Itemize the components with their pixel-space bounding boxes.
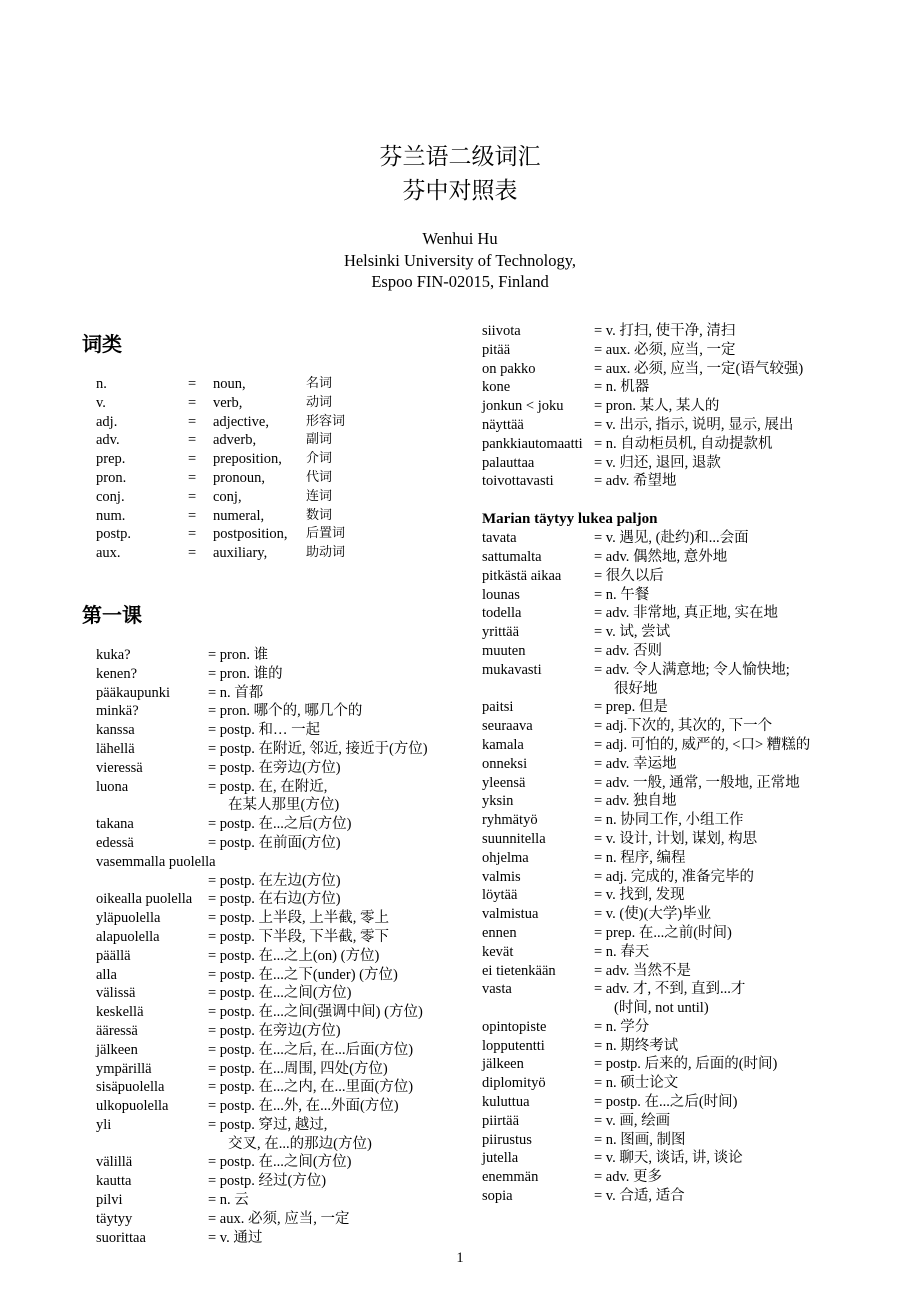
vocab-word: diplomityö [482,1075,546,1092]
pos-english: postposition, [213,526,288,543]
vocab-word: edessä [96,834,134,851]
vocab-entry [482,1149,862,1168]
vocab-word: lopputentti [482,1037,545,1054]
vocab-word: suunnitella [482,830,546,847]
pos-eq: = [188,488,197,505]
pos-row [96,488,462,507]
vocab-definition: = postp. 在...之下(under) (方位) [208,966,398,983]
vocab-word: yleensä [482,774,526,791]
vocab-entry [482,360,862,379]
pos-row [96,469,462,488]
vocab-definition: = n. 春天 [594,943,650,960]
pos-chinese: 数词 [306,507,333,523]
vocab-entry [96,665,462,684]
vocab-definition: = postp. 在旁边(方位) [208,759,341,776]
vocab-word-spacer [482,680,594,699]
pos-eq: = [188,451,197,468]
vocab-definition: = postp. 在...之内, 在...里面(方位) [208,1079,414,1096]
vocab-definition: = aux. 必须, 应当, 一定(语气较强) [594,360,804,377]
vocab-entry [482,886,862,905]
vocab-definition: 很好地 [614,680,658,697]
vocab-definition: = postp. 经过(方位) [208,1173,327,1190]
vocab-entry [96,702,462,721]
vocab-definition: = aux. 必须, 应当, 一定 [208,1210,350,1227]
vocab-word: sattumalta [482,548,542,565]
vocab-entry [482,905,862,924]
vocab-entry [96,778,462,797]
vocab-entry [96,1041,462,1060]
pos-english: pronoun, [213,469,265,486]
vocab-definition: 在某人那里(方位) [228,797,340,814]
vocab-definition: = n. 协同工作, 小组工作 [594,812,744,829]
vocab-word: onneksi [482,755,528,772]
pos-table [96,375,462,563]
pos-eq: = [188,413,197,430]
vocab-word: välissä [96,985,136,1002]
vocab-word: vieressä [96,759,143,776]
vocab-definition: = adv. 一般, 通常, 一般地, 正常地 [594,774,800,791]
vocab-definition: = v. 通过 [208,1229,263,1246]
vocab-entry [482,548,862,567]
vocab-word: valmis [482,868,521,885]
vocab-entry [482,962,862,981]
vocab-entry [482,924,862,943]
vocab-entry [482,792,862,811]
pos-abbr: v. [96,394,106,411]
vocab-word: ulkopuolella [96,1098,169,1115]
pos-row [96,544,462,563]
vocab-entry [96,1210,462,1229]
vocab-word: välillä [96,1154,133,1171]
vocab-definition: = adv. 否则 [594,642,663,659]
vocab-word-spacer [482,999,594,1018]
vocab-word: näyttää [482,416,524,433]
vocab-definition: = prep. 但是 [594,699,668,716]
vocab-word-spacer [96,796,208,815]
vocab-word: ei tietenkään [482,962,556,979]
vocab-definition: = v. 合适, 适合 [594,1188,685,1205]
vocab-word: pilvi [96,1192,123,1209]
vocab-definition: = postp. 在附近, 邻近, 接近于(方位) [208,740,428,757]
title-line-1: 芬兰语二级词汇 [379,144,541,169]
vocab-entry [482,567,862,586]
pos-abbr: conj. [96,488,125,505]
vocab-definition: = postp. 在旁边(方位) [208,1022,341,1039]
vocab-word: vasta [482,981,512,998]
vocab-word: kamala [482,736,524,753]
pos-english: adjective, [213,413,269,430]
vocab-definition: = v. (使)(大学)毕业 [594,906,712,923]
vocab-entry [96,1116,462,1135]
vocab-entry [482,1131,862,1150]
vocab-definition: = postp. 在...之间(方位) [208,985,352,1002]
vocab-definition: = postp. 和… 一起 [208,722,321,739]
vocab-entry [96,1003,462,1022]
vocab-word: yli [96,1116,112,1133]
vocab-definition: = postp. 在...之间(方位) [208,1154,352,1171]
pos-english: adverb, [213,432,257,449]
vocab-word: lähellä [96,740,135,757]
vocab-definition: = n. 硕士论文 [594,1075,679,1092]
vocab-entry [96,1097,462,1116]
vocab-definition: = postp. 在...之上(on) (方位) [208,947,380,964]
pos-eq: = [188,545,197,562]
vocab-word: alla [96,966,117,983]
vocab-definition: = v. 试, 尝试 [594,624,671,641]
vocab-entry [482,416,862,435]
vocab-word-spacer [96,1135,208,1154]
vocab-definition: = postp. 在...外, 在...外面(方位) [208,1098,399,1115]
vocab-definition: = 很久以后 [594,567,664,584]
vocab-entry [482,943,862,962]
vocab-entry [96,721,462,740]
vocab-definition: = n. 学分 [594,1018,650,1035]
pos-row [96,525,462,544]
vocab-continuation [482,999,862,1018]
vocab-definition: = adj.下次的, 其次的, 下一个 [594,718,773,735]
vocab-definition: = v. 设计, 计划, 谋划, 构思 [594,830,758,847]
vocab-word: kautta [96,1173,132,1190]
vocab-entry [96,759,462,778]
vocab-continuation [482,680,862,699]
vocab-definition: = n. 期终考试 [594,1037,679,1054]
vocab-word: yksin [482,793,514,810]
vocab-continuation [96,796,462,815]
vocab-entry [482,1093,862,1112]
pos-chinese: 副词 [306,432,333,448]
vocab-definition: = v. 出示, 指示, 说明, 显示, 展出 [594,416,794,433]
vocab-word: keskellä [96,1004,144,1021]
vocab-word: valmistua [482,906,539,923]
pos-eq: = [188,507,197,524]
vocab-word: enemmän [482,1169,539,1186]
vocab-definition: = postp. 下半段, 下半截, 零下 [208,928,389,945]
vocab-entry [482,454,862,473]
vocab-definition: = postp. 在...之后(方位) [208,816,352,833]
pos-heading: 词类 [82,332,122,356]
pos-abbr: n. [96,376,107,392]
pos-eq: = [188,526,197,543]
vocab-definition: = v. 找到, 发现 [594,887,685,904]
vocab-word: pitkästä aikaa [482,567,562,584]
vocab-entry [482,661,862,680]
vocab-word: toivottavasti [482,473,554,490]
vocab-definition: = adv. 更多 [594,1169,663,1186]
pos-chinese: 介词 [306,451,333,467]
vocab-entry [482,378,862,397]
vocab-word: jälkeen [96,1041,138,1058]
pos-abbr: num. [96,507,126,524]
pos-english: auxiliary, [213,545,268,562]
vocab-entry [482,1055,862,1074]
vocab-word: todella [482,605,522,622]
vocab-entry [96,684,462,703]
pos-row [96,394,462,413]
pos-english: preposition, [213,451,282,468]
vocab-definition: = postp. 在左边(方位) [208,872,341,889]
pos-row [96,450,462,469]
vocab-word: opintopiste [482,1018,547,1035]
vocab-word: kanssa [96,722,135,739]
vocab-entry [482,435,862,454]
vocab-entry [96,947,462,966]
vocab-entry [482,341,862,360]
right-top-vocab-list [482,322,862,491]
pos-row [96,431,462,450]
vocab-definition: = pron. 某人, 某人的 [594,398,720,415]
vocab-word: ääressä [96,1022,138,1039]
vocab-definition: = v. 画, 绘画 [594,1112,671,1129]
vocab-definition: = v. 归还, 退回, 退款 [594,454,721,471]
vocab-entry [482,698,862,717]
pos-chinese: 代词 [306,469,333,485]
vocab-entry [482,868,862,887]
vocab-word: seuraava [482,718,533,735]
pos-abbr: pron. [96,469,127,486]
pos-abbr: prep. [96,451,126,468]
vocab-entry [482,397,862,416]
vocab-definition: = adv. 幸运地 [594,755,677,772]
vocab-word: jälkeen [482,1056,524,1073]
vocab-entry [482,1074,862,1093]
vocab-entry [96,1022,462,1041]
vocab-definition: = n. 机器 [594,379,650,396]
vocab-definition: = postp. 在右边(方位) [208,891,341,908]
pos-chinese: 助动词 [306,545,346,561]
vocab-word: muuten [482,642,526,659]
vocab-definition: = n. 首都 [208,684,264,701]
marian-heading: Marian täytyy lukea paljon [482,511,658,528]
vocab-word: ennen [482,924,517,941]
vocab-entry [482,642,862,661]
vocab-word: pankkiautomaatti [482,435,583,452]
vocab-definition: = postp. 后来的, 后面的(时间) [594,1056,778,1073]
vocab-word: löytää [482,887,518,904]
vocab-word: ryhmätyö [482,812,538,829]
pos-row [96,413,462,432]
vocab-entry [96,890,462,909]
vocab-definition: = postp. 在...之后(时间) [594,1094,738,1111]
vocab-word: suorittaa [96,1229,146,1246]
vocab-entry [96,815,462,834]
author-affiliation: Helsinki University of Technology, [343,250,577,270]
vocab-continuation [96,1135,462,1154]
pos-abbr: adj. [96,413,118,430]
vocab-definition: = aux. 必须, 应当, 一定 [594,341,736,358]
vocab-word: kuluttua [482,1094,530,1111]
vocab-entry [482,736,862,755]
pos-abbr: aux. [96,545,121,562]
vocab-entry [96,966,462,985]
author-address: Espoo FIN-02015, Finland [371,272,549,291]
vocab-definition: = adv. 非常地, 真正地, 实在地 [594,605,779,622]
pos-chinese: 形容词 [306,413,346,429]
pos-eq: = [188,432,197,449]
vocab-word: piirtää [482,1112,520,1129]
vocab-entry [482,586,862,605]
left-column [82,322,462,1247]
vocab-entry [482,1018,862,1037]
vocab-definition: = n. 程序, 编程 [594,849,686,866]
marian-vocab-list [482,529,862,1206]
pos-eq: = [188,376,197,392]
vocab-definition: = postp. 在前面(方位) [208,834,341,851]
vocab-word: mukavasti [482,661,542,678]
vocab-definition: = postp. 上半段, 上半截, 零上 [208,910,389,927]
vocab-word: täytyy [96,1210,133,1227]
vocab-entry [482,1112,862,1131]
right-column [482,322,862,1206]
vocab-definition: = n. 云 [208,1192,249,1209]
pos-eq: = [188,469,197,486]
vocab-definition: = adv. 独自地 [594,793,677,810]
vocab-entry [482,811,862,830]
vocab-entry [482,1187,862,1206]
pos-english: noun, [213,376,246,392]
vocab-definition: = n. 午餐 [594,586,650,603]
vocab-definition: = adj. 可怕的, 威严的, <口> 糟糕的 [594,736,811,753]
author-name: Wenhui Hu [422,229,498,248]
vocab-word: kevät [482,943,514,960]
vocab-entry [96,1153,462,1172]
vocab-definition: = postp. 在...之后, 在...后面(方位) [208,1041,414,1058]
vocab-definition: = adv. 偶然地, 意外地 [594,548,728,565]
vocab-entry [96,984,462,1003]
vocab-definition: = adv. 才, 不到, 直到...才 [594,981,746,998]
vocab-word: paitsi [482,699,514,716]
pos-row [96,375,462,394]
vocab-entry [482,980,862,999]
vocab-word: pitää [482,341,511,358]
vocab-entry [96,1078,462,1097]
vocab-entry [482,1037,862,1056]
vocab-word: pääkaupunki [96,684,171,701]
document-title [0,140,920,208]
vocab-definition: = pron. 谁 [208,646,269,663]
vocab-entry [96,928,462,947]
vocab-entry [482,849,862,868]
vocab-word: alapuolella [96,928,160,945]
vocab-word: kone [482,379,511,396]
author-block [0,228,920,293]
vocab-entry [96,646,462,665]
vocab-definition: = adv. 令人满意地; 令人愉快地; [594,661,790,678]
vocab-entry [482,755,862,774]
vocab-entry [482,472,862,491]
vocab-word: minkä? [96,703,139,720]
vocab-word: jonkun < joku [482,398,564,415]
vocab-definition: = pron. 谁的 [208,665,283,682]
vocab-word: kenen? [96,665,138,682]
pos-english: verb, [213,394,243,411]
vocab-word: siivota [482,323,521,339]
vocab-definition: = n. 自动柜员机, 自动提款机 [594,435,773,452]
vocab-definition: = postp. 穿过, 越过, [208,1116,328,1133]
vocab-definition: = adv. 当然不是 [594,962,692,979]
vocab-word: sopia [482,1188,513,1205]
vocab-word: yrittää [482,624,520,641]
vocab-entry [482,717,862,736]
pos-abbr: postp. [96,526,132,543]
vocab-definition: 交叉, 在...的那边(方位) [228,1135,372,1152]
pos-abbr: adv. [96,432,120,449]
vocab-word: jutella [482,1150,519,1167]
vocab-word: ohjelma [482,849,529,866]
vocab-entry [96,1191,462,1210]
page-number: 1 [456,1250,464,1266]
vocab-definition: = prep. 在...之前(时间) [594,924,732,941]
vocab-definition: = adv. 希望地 [594,473,677,490]
pos-chinese: 名词 [306,376,333,391]
vocab-word: luona [96,778,129,795]
vocab-entry [482,1168,862,1187]
vocab-continuation [96,872,462,891]
vocab-definition: = postp. 在...之间(强调中间) (方位) [208,1004,423,1021]
vocab-word: takana [96,816,134,833]
vocab-definition: (时间, not until) [614,1000,709,1017]
vocab-entry [482,623,862,642]
vocab-entry [482,774,862,793]
vocab-entry [96,1229,462,1248]
vocab-word: palauttaa [482,454,535,471]
vocab-definition: = postp. 在, 在附近, [208,778,328,795]
vocab-word: tavata [482,530,517,547]
vocab-word: päällä [96,947,131,964]
vocab-definition: = postp. 在...周围, 四处(方位) [208,1060,388,1077]
pos-english: conj, [213,488,242,505]
vocab-definition: = pron. 哪个的, 哪几个的 [208,703,363,720]
vocab-entry [96,909,462,928]
pos-row [96,507,462,526]
pos-chinese: 后置词 [306,526,346,542]
vocab-entry [96,740,462,759]
vocab-definition: = adj. 完成的, 准备完毕的 [594,868,755,885]
vocab-word: yläpuolella [96,910,161,927]
lesson1-vocab-list [96,646,462,1248]
vocab-definition: = v. 打扫, 使干净, 清扫 [594,323,736,339]
vocab-definition: = v. 遇见, (赴约)和...会面 [594,530,749,547]
pos-eq: = [188,394,197,411]
vocab-entry [96,1060,462,1079]
vocab-entry [96,1172,462,1191]
vocab-word: ympärillä [96,1060,152,1077]
pos-english: numeral, [213,507,265,524]
vocab-definition: = n. 图画, 制图 [594,1131,686,1148]
pos-chinese: 动词 [306,394,333,410]
vocab-entry [96,834,462,853]
vocab-entry [96,853,462,872]
vocab-word: lounas [482,586,520,603]
title-line-2: 芬中对照表 [402,178,518,203]
vocab-word: kuka? [96,646,131,663]
vocab-entry [482,604,862,623]
vocab-word: sisäpuolella [96,1079,165,1096]
vocab-entry [482,322,862,341]
vocab-word: vasemmalla puolella [96,853,216,870]
vocab-word: on pakko [482,360,536,377]
vocab-entry [482,830,862,849]
vocab-definition: = v. 聊天, 谈话, 讲, 谈论 [594,1150,743,1167]
vocab-entry [482,529,862,548]
vocab-word: piirustus [482,1131,532,1148]
pos-chinese: 连词 [306,488,333,504]
lesson1-heading: 第一课 [82,602,142,627]
vocab-word-spacer [96,872,208,891]
vocab-word: oikealla puolella [96,891,193,908]
